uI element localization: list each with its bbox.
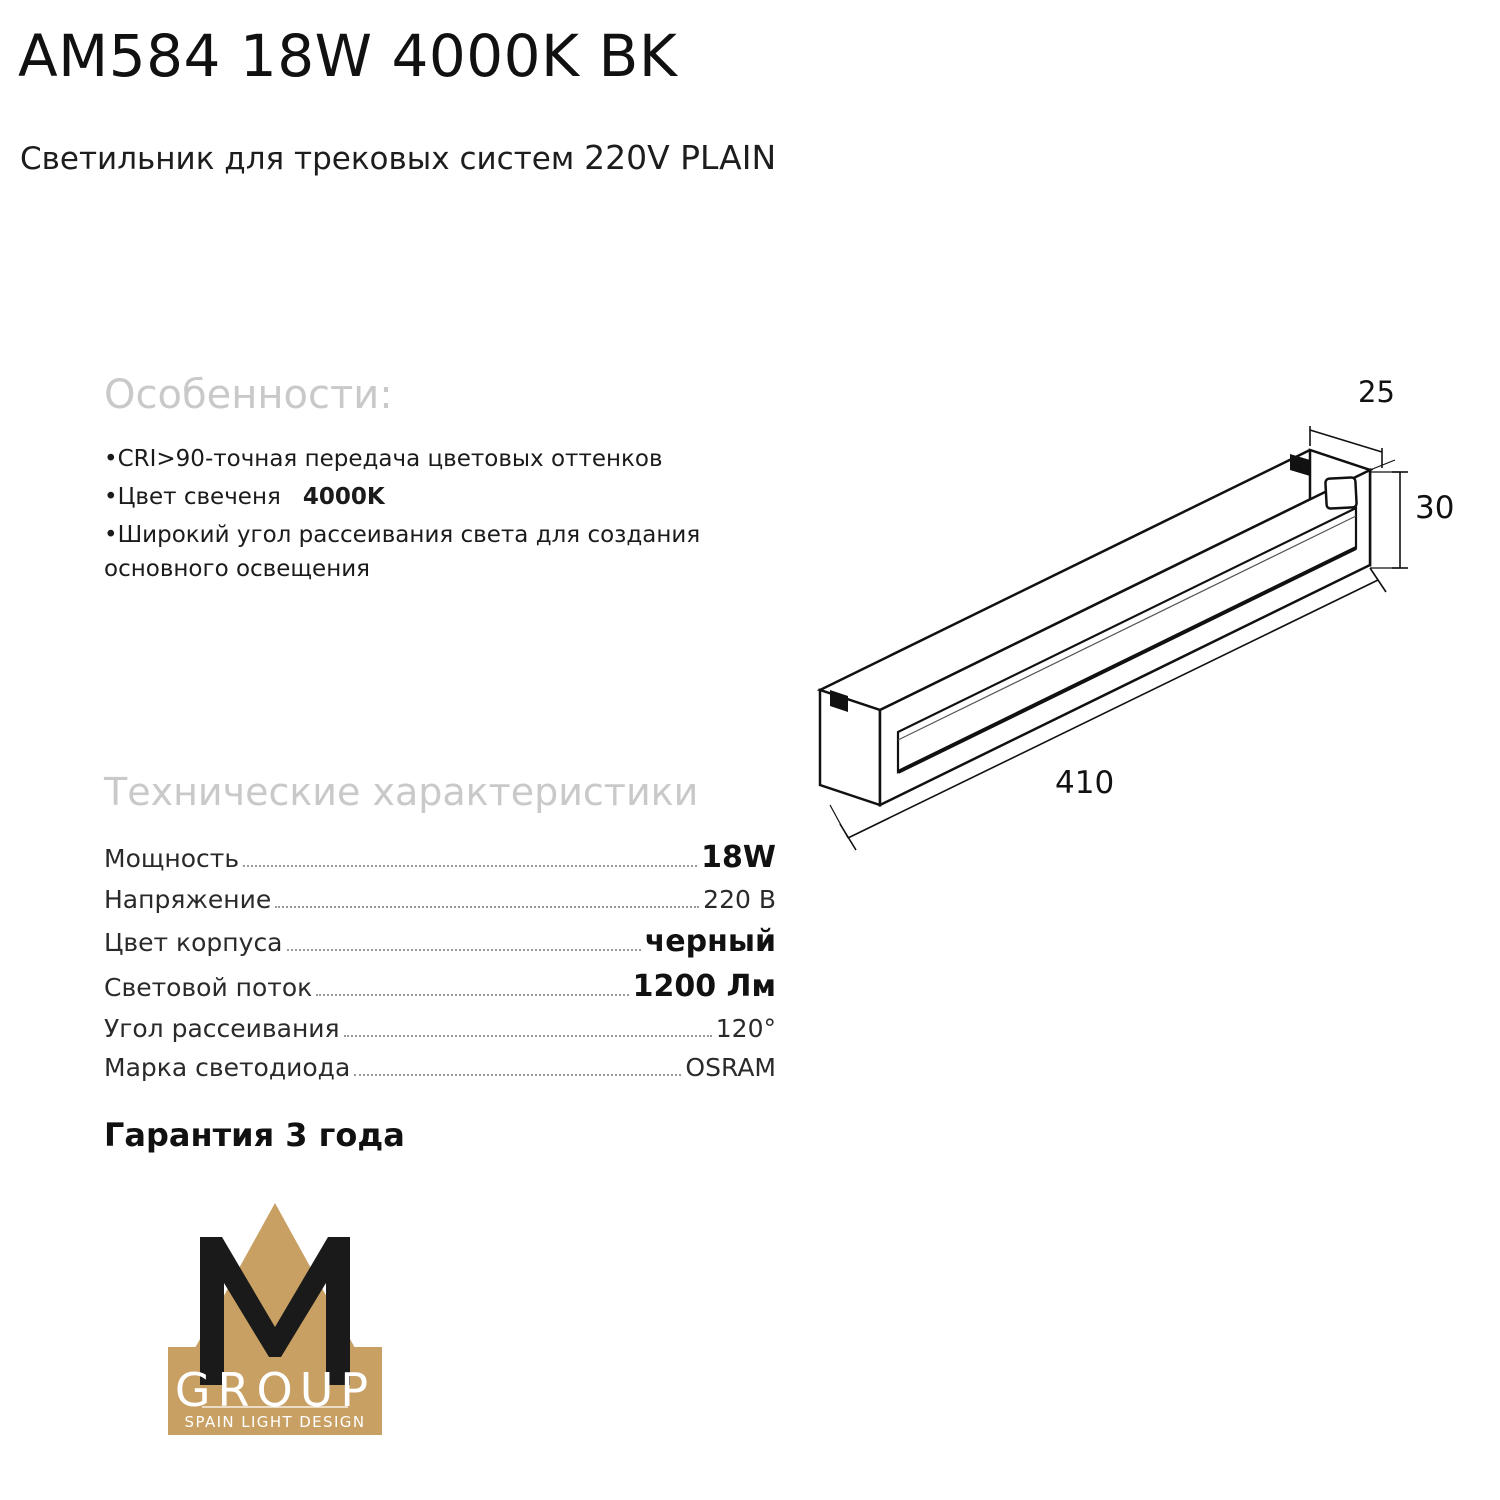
spec-label: Угол рассеивания xyxy=(104,1014,340,1043)
spec-value: 18W xyxy=(701,840,776,875)
subtitle-text: Светильник для трековых систем xyxy=(20,141,585,177)
bullet-icon: • xyxy=(104,446,118,472)
spec-row xyxy=(104,924,776,959)
spec-row xyxy=(104,969,776,1004)
warranty-text: Гарантия 3 года xyxy=(104,1116,405,1154)
spec-value: черный xyxy=(644,924,776,959)
spec-row xyxy=(104,840,776,875)
spec-value: 220 В xyxy=(703,885,776,914)
spec-value: 120° xyxy=(715,1014,776,1043)
subtitle-strong: 220V PLAIN xyxy=(584,138,777,177)
dimension-height-label: 30 xyxy=(1415,490,1455,526)
spec-label: Цвет корпуса xyxy=(104,928,283,957)
spec-leader xyxy=(344,1034,712,1037)
dimension-length-label: 410 xyxy=(1055,765,1115,801)
spec-row xyxy=(104,1014,776,1043)
page-title: AM584 18W 4000K BK xyxy=(18,22,678,90)
spec-leader xyxy=(316,993,628,996)
product-drawing-svg xyxy=(770,380,1470,880)
spec-leader xyxy=(275,905,699,908)
bullet-icon: • xyxy=(104,522,118,548)
spec-row xyxy=(104,885,776,914)
specs-heading: Технические характеристики xyxy=(104,770,699,814)
dimension-width-label: 25 xyxy=(1358,375,1395,409)
spec-row xyxy=(104,1053,776,1082)
spec-value: OSRAM xyxy=(685,1053,776,1082)
product-drawing xyxy=(770,375,1470,880)
features-section xyxy=(104,372,744,590)
feature-item xyxy=(104,480,744,514)
logo-group-text: GROUP xyxy=(174,1363,376,1417)
logo-tagline: SPAIN LIGHT DESIGN xyxy=(184,1413,366,1431)
feature-text: Широкий угол рассеивания света для создания основного освещения xyxy=(104,522,701,582)
spec-leader xyxy=(354,1073,681,1076)
spec-leader xyxy=(287,948,641,951)
logo xyxy=(150,1185,400,1435)
spec-label: Мощность xyxy=(104,844,240,873)
page-subtitle xyxy=(20,138,776,177)
features-heading: Особенности: xyxy=(104,372,393,418)
feature-text: CRI>90-точная передача цветовых оттенков xyxy=(117,446,663,472)
bullet-icon: • xyxy=(104,484,118,510)
feature-value: 4000K xyxy=(302,484,385,510)
spec-label: Напряжение xyxy=(104,885,272,914)
feature-text: Цвет свеченя xyxy=(117,484,281,510)
spec-leader xyxy=(243,864,697,867)
specifications-section xyxy=(104,770,776,1154)
spec-label: Марка светодиода xyxy=(104,1053,351,1082)
spec-value: 1200 Лм xyxy=(632,969,776,1004)
feature-item xyxy=(104,442,744,476)
spec-label: Световой поток xyxy=(104,973,313,1002)
feature-item xyxy=(104,518,744,586)
